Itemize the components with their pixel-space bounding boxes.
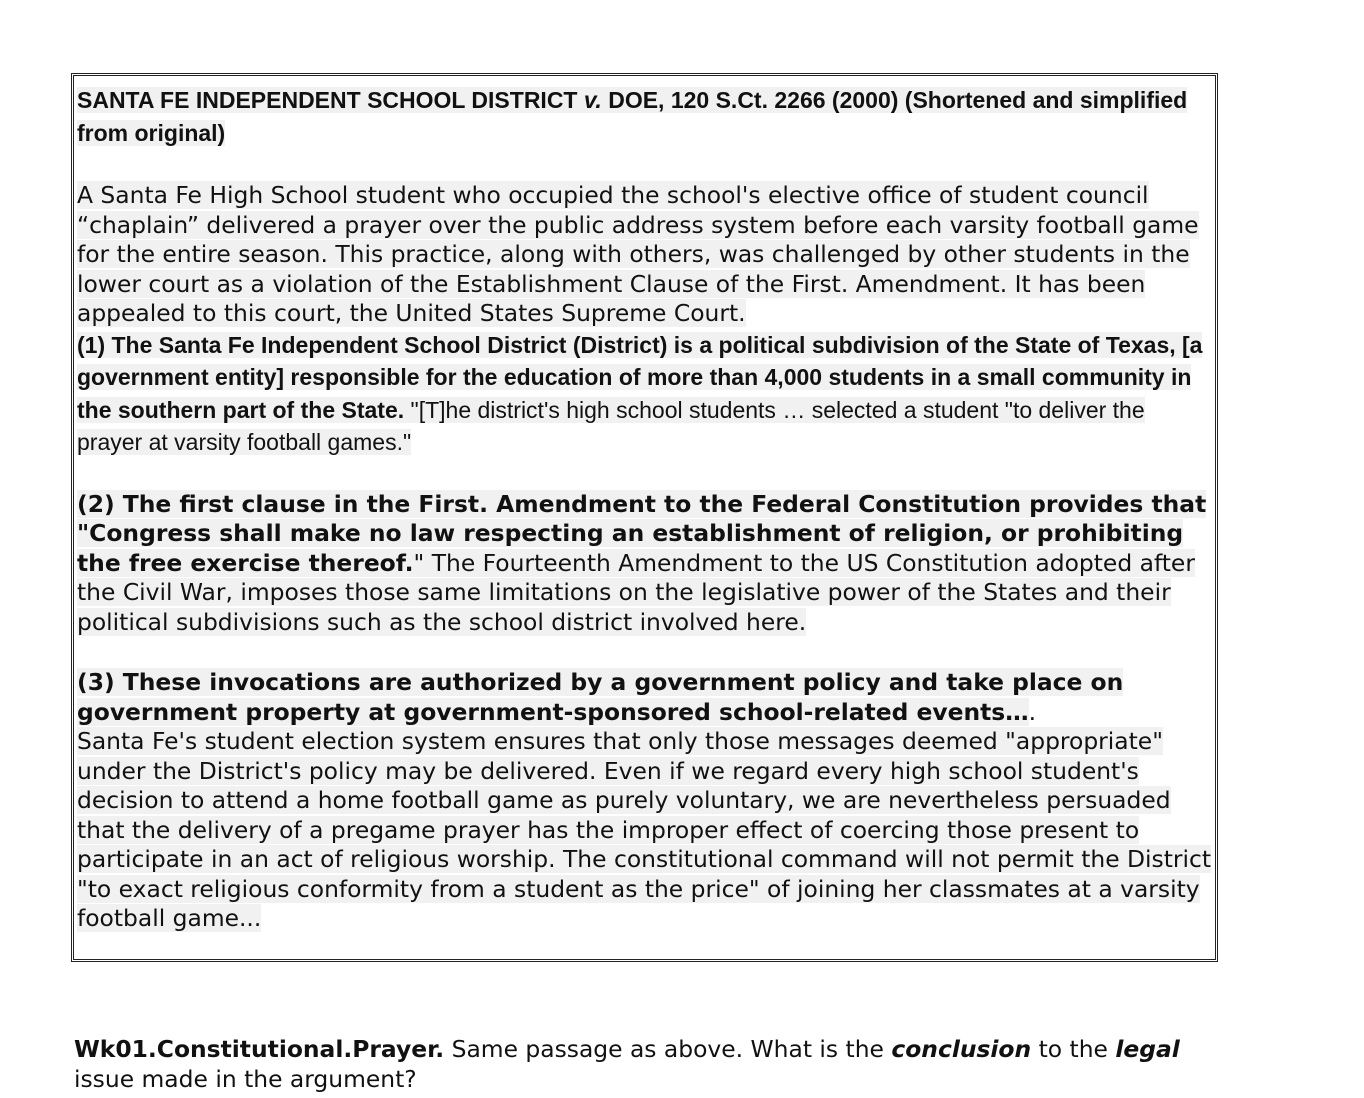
question-text-1: Same passage as above. What is the	[444, 1035, 892, 1063]
question-label: Wk01.Constitutional.Prayer.	[74, 1035, 445, 1063]
intro-text: A Santa Fe High School student who occupied the school's elective office of student council “chaplain” delivered a prayer over the public address system before each varsity football game for the entire season. This practice, along with others, was challenged by other students in the lower court as a violation of the Establishment Clause of the First. Amendment. It has been appealed to this court, the United States Supreme Court.	[77, 181, 1199, 327]
intro-paragraph	[77, 181, 1212, 329]
question-text-2: to the	[1031, 1035, 1116, 1063]
point-3-text: Santa Fe's student election system ensures that only those messages deemed "appropriate" under the District's policy may be delivered. Even if we regard every high school student's decision to attend a home football game as purely voluntary, we are nevertheless persuaded that the delivery of a pregame prayer has the improper effect of coercing those present to participate in an act of religious worship. The constitutional command will not permit the District "to exact religious conformity from a student as the price" of joining her classmates at a varsity football game...	[77, 727, 1212, 932]
point-2-text: " The Fourteenth Amendment to the US Constitution adopted after the Civil War, imposes those same limitations on the legislative power of the States and their political subdivisions such as the school district involved here.	[77, 548, 1195, 636]
question-emphasis-legal: legal	[1115, 1035, 1180, 1063]
case-title	[77, 84, 1212, 150]
question-prompt	[74, 1035, 1204, 1094]
point-3-dot: .	[1028, 697, 1037, 726]
question-emphasis-conclusion: conclusion	[891, 1035, 1032, 1063]
case-passage-box	[71, 73, 1218, 962]
point-3-bold: (3) These invocations are authorized by a government policy and take place on government property at government-sponsored school-related events…	[77, 668, 1124, 726]
question-text-3: issue made in the argument?	[74, 1064, 417, 1093]
case-title-citation: DOE, 120 S.Ct. 2266 (2000) (Shortened and simplified from original)	[77, 87, 1188, 146]
case-title-versus: v.	[583, 87, 602, 113]
spacer	[77, 150, 1212, 181]
spacer	[77, 637, 1212, 668]
case-title-name: SANTA FE INDEPENDENT SCHOOL DISTRICT	[77, 87, 584, 113]
point-1-paragraph	[77, 329, 1212, 459]
point-2-bold: (2) The first clause in the First. Amendment to the Federal Constitution provides that "Congress shall make no law respecting an establishment of religion, or prohibiting the free exercise thereof.	[77, 489, 1207, 577]
point-3-paragraph	[77, 668, 1212, 934]
point-2-paragraph	[77, 490, 1212, 638]
point-1-bold: (1) The Santa Fe Independent School District (District) is a political subdivision of the State of Texas, [a government entity] responsible for the education of more than 4,000 students in a small community in the southern part of the State.	[77, 331, 1203, 423]
point-1-text: "[T]he district's high school students … selected a student "to deliver the prayer at varsity football games."	[77, 396, 1145, 455]
spacer	[77, 459, 1212, 490]
